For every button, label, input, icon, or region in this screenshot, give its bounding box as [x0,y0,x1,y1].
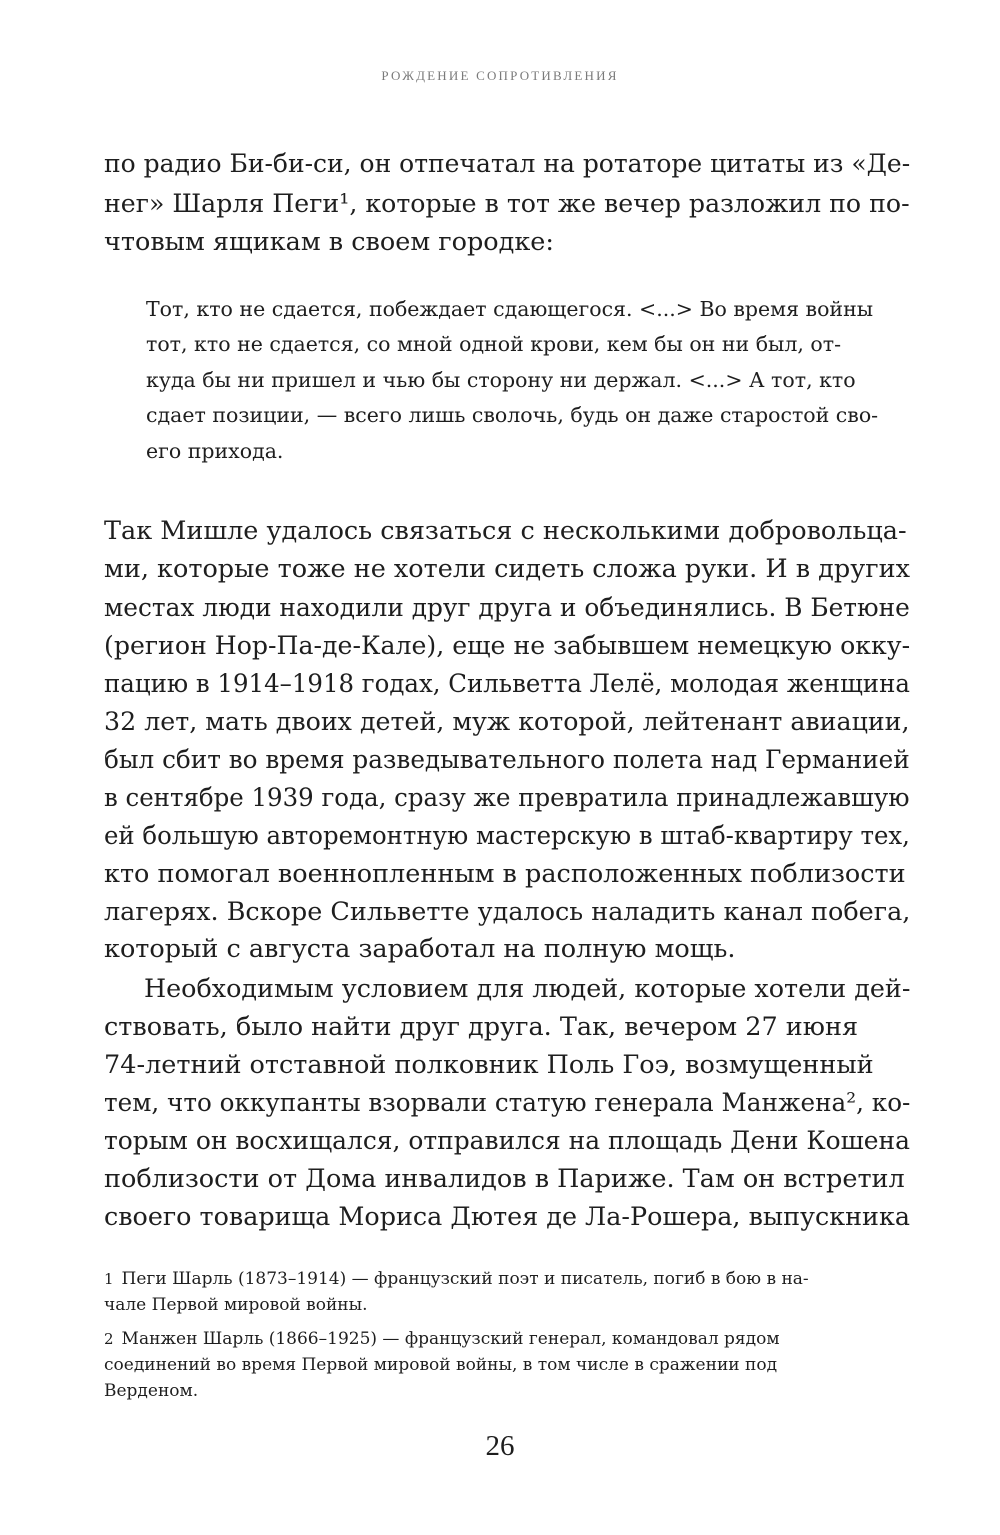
quote-line: Тот, кто не сдается, побеждает сдающегося. <...> Во время войны [146,297,874,321]
running-head: РОЖДЕНИЕ СОПРОТИВЛЕНИЯ [381,68,619,83]
text-line: 74-летний отставной полковник Поль Гоэ, возмущенный [104,1050,874,1080]
text-line: в сентябре 1939 года, сразу же превратила принадлежавшую [104,783,910,813]
footnote-line: соединений во время Первой мировой войны, в том числе в сражении под [104,1355,778,1375]
text-line: ствовать, было найти друг друга. Так, вечером 27 июня [104,1012,859,1042]
text-line: по радио Би-би-си, он отпечатал на ротаторе цитаты из «Де- [104,149,911,179]
text-line: который с августа заработал на полную мощь. [104,934,736,964]
quote-line: сдает позиции, — всего лишь сволочь, будь он даже старостой сво- [146,403,879,427]
text-line: чтовым ящикам в своем городке: [104,227,554,257]
text-line: пацию в 1914–1918 годах, Сильветта Лелё, молодая женщина [104,669,910,699]
text-line: 32 лет, мать двоих детей, муж которой, лейтенант авиации, [104,707,910,737]
footnote-line [104,1266,809,1292]
text-line: местах люди находили друг друга и объединялись. В Бетюне [104,593,910,623]
text-line: своего товарища Мориса Дютея де Ла-Рошера, выпускника [104,1202,910,1232]
text-line: Так Мишле удалось связаться с несколькими добровольца- [104,516,907,546]
text-line: ей большую авторемонтную мастерскую в штаб-квартиру тех, [104,821,910,851]
footnote-line [104,1326,780,1352]
text-line: (регион Нор-Па-де-Кале), еще не забывшем немецкую окку- [104,631,911,661]
text-line: лагерях. Вскоре Сильветте удалось наладить канал побега, [104,897,911,927]
footnote-marker: 1 [104,1270,114,1288]
footnote-line: Верденом. [104,1381,199,1401]
page-number: 26 [485,1430,515,1462]
text-line: торым он восхищался, отправился на площадь Дени Кошена [104,1126,910,1156]
footnote-text: Пеги Шарль (1873–1914) — французский поэт и писатель, погиб в бою в на- [121,1269,809,1289]
text-line: Необходимым условием для людей, которые хотели дей- [144,974,911,1004]
footnote-line: чале Первой мировой войны. [104,1295,368,1315]
footnote-marker: 2 [104,1330,114,1348]
text-line: ми, которые тоже не хотели сидеть сложа руки. И в других [104,554,910,584]
quote-line: тот, кто не сдается, со мной одной крови, кем бы он ни был, от- [146,332,842,356]
quote-line: куда бы ни пришел и чью бы сторону ни держал. <...> А тот, кто [146,368,856,392]
text-line: поблизости от Дома инвалидов в Париже. Там он встретил [104,1164,905,1194]
text-line: тем, что оккупанты взорвали статую генерала Манжена², ко- [104,1088,911,1118]
quote-line: его прихода. [146,439,284,463]
text-line: был сбит во время разведывательного полета над Германией [104,745,910,775]
text-line: нег» Шарля Пеги¹, которые в тот же вечер разложил по по- [104,189,910,219]
footnote-text: Манжен Шарль (1866–1925) — французский генерал, командовал рядом [121,1329,780,1349]
text-line: кто помогал военнопленным в расположенных поблизости [104,859,906,889]
